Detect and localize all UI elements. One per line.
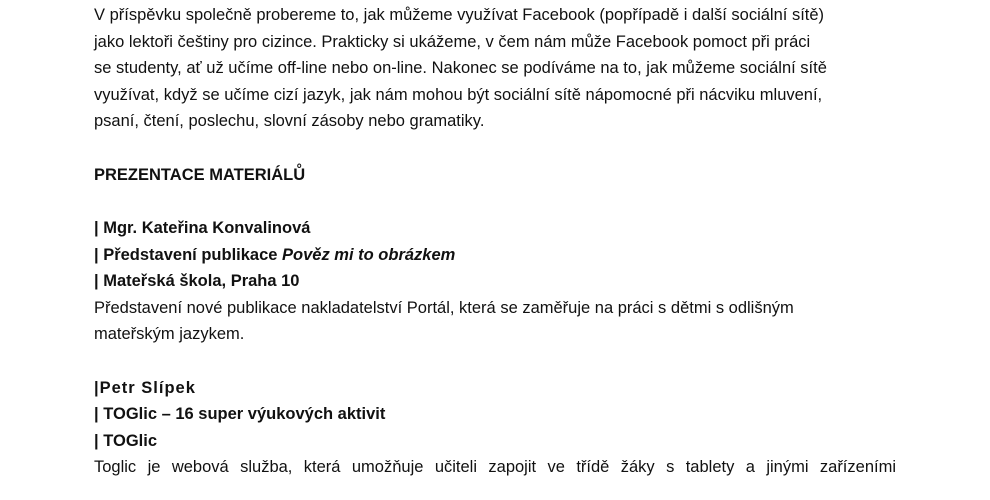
description-line: Toglic je webová služba, která umožňuje učiteli zapojit ve třídě žáky s tablety a jinými zařízeními [94, 458, 896, 476]
text-line: psaní, čtení, poslechu, slovní zásoby nebo gramatiky. [94, 112, 485, 130]
section-heading: PREZENTACE MATERIÁLŮ [94, 165, 306, 184]
spacer [94, 348, 896, 375]
document-page [94, 0, 896, 481]
entry-konvalinova [94, 215, 896, 348]
text-line: jako lektoři češtiny pro cizince. Prakticky si ukážeme, v čem nám může Facebook pomoct při práci [94, 32, 811, 51]
intro-paragraph [94, 2, 896, 135]
institution: | TOGlic [94, 431, 157, 450]
spacer [94, 135, 896, 162]
text-line: využívat, když se učíme cizí jazyk, jak nám mohou být sociální sítě nápomocné při nácviku mluvení, [94, 85, 823, 104]
title-prefix: | Představení publikace [94, 245, 283, 264]
spacer [94, 188, 896, 215]
text-line: V příspěvku společně probereme to, jak můžeme využívat Facebook (popřípadě i další sociální sítě) [94, 6, 825, 24]
description-line: mateřským jazykem. [94, 325, 245, 343]
title-italic: Pověz mi to obrázkem [282, 245, 456, 264]
speaker-name: | Mgr. Kateřina Konvalinová [94, 219, 311, 237]
text-line: se studenty, ať už učíme off-line nebo on-line. Nakonec se podíváme na to, jak můžeme sociální sítě [94, 59, 827, 77]
entry-slipek [94, 375, 896, 481]
presentation-title [94, 242, 896, 269]
presentation-title: | TOGlic – 16 super výukových aktivit [94, 405, 386, 423]
speaker-name: |Petr Slípek [94, 378, 196, 397]
institution: | Mateřská škola, Praha 10 [94, 272, 300, 290]
description-line: Představení nové publikace nakladatelství Portál, která se zaměřuje na práci s dětmi s odlišným [94, 298, 794, 317]
